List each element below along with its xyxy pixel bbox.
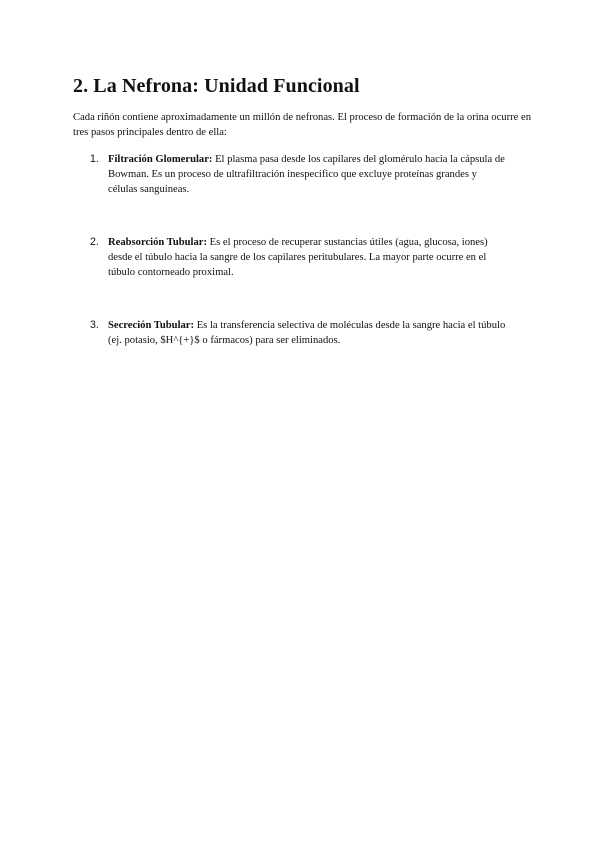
- list-item-body: [108, 152, 508, 197]
- list-item-number: 1.: [90, 153, 99, 165]
- intro-paragraph: Cada riñón contiene aproximadamente un millón de nefronas. El proceso de formación de la orina ocurre en tres pasos principales dentro de ella:: [73, 112, 532, 138]
- list-item-term: Secreción Tubular:: [108, 320, 195, 331]
- list-item-body: [108, 318, 508, 348]
- list-item-term: Reabsorción Tubular:: [108, 237, 208, 248]
- list-item-number: 3.: [90, 319, 99, 331]
- list-item-text: Es la transferencia selectiva de moléculas desde la sangre hacia el túbulo (ej. potasio, $H^{+}$ o fármacos) para ser eliminados.: [108, 320, 506, 346]
- list-item-text: El plasma pasa desde los capilares del glomérulo hacia la cápsula de Bowman. Es un proceso de ultrafiltración inespecífico que excluye proteínas grandes y células sanguíneas.: [108, 154, 505, 195]
- list-item-number: 2.: [90, 236, 99, 248]
- list-item-text: Es el proceso de recuperar sustancias útiles (agua, glucosa, iones) desde el túbulo hacia la sangre de los capilares peritubulares. La mayor parte ocurre en el túbulo contorneado proximal.: [108, 237, 488, 278]
- section-heading: 2. La Nefrona: Unidad Funcional: [73, 75, 360, 97]
- list-item-body: [108, 235, 508, 280]
- list-item-term: Filtración Glomerular:: [108, 154, 213, 165]
